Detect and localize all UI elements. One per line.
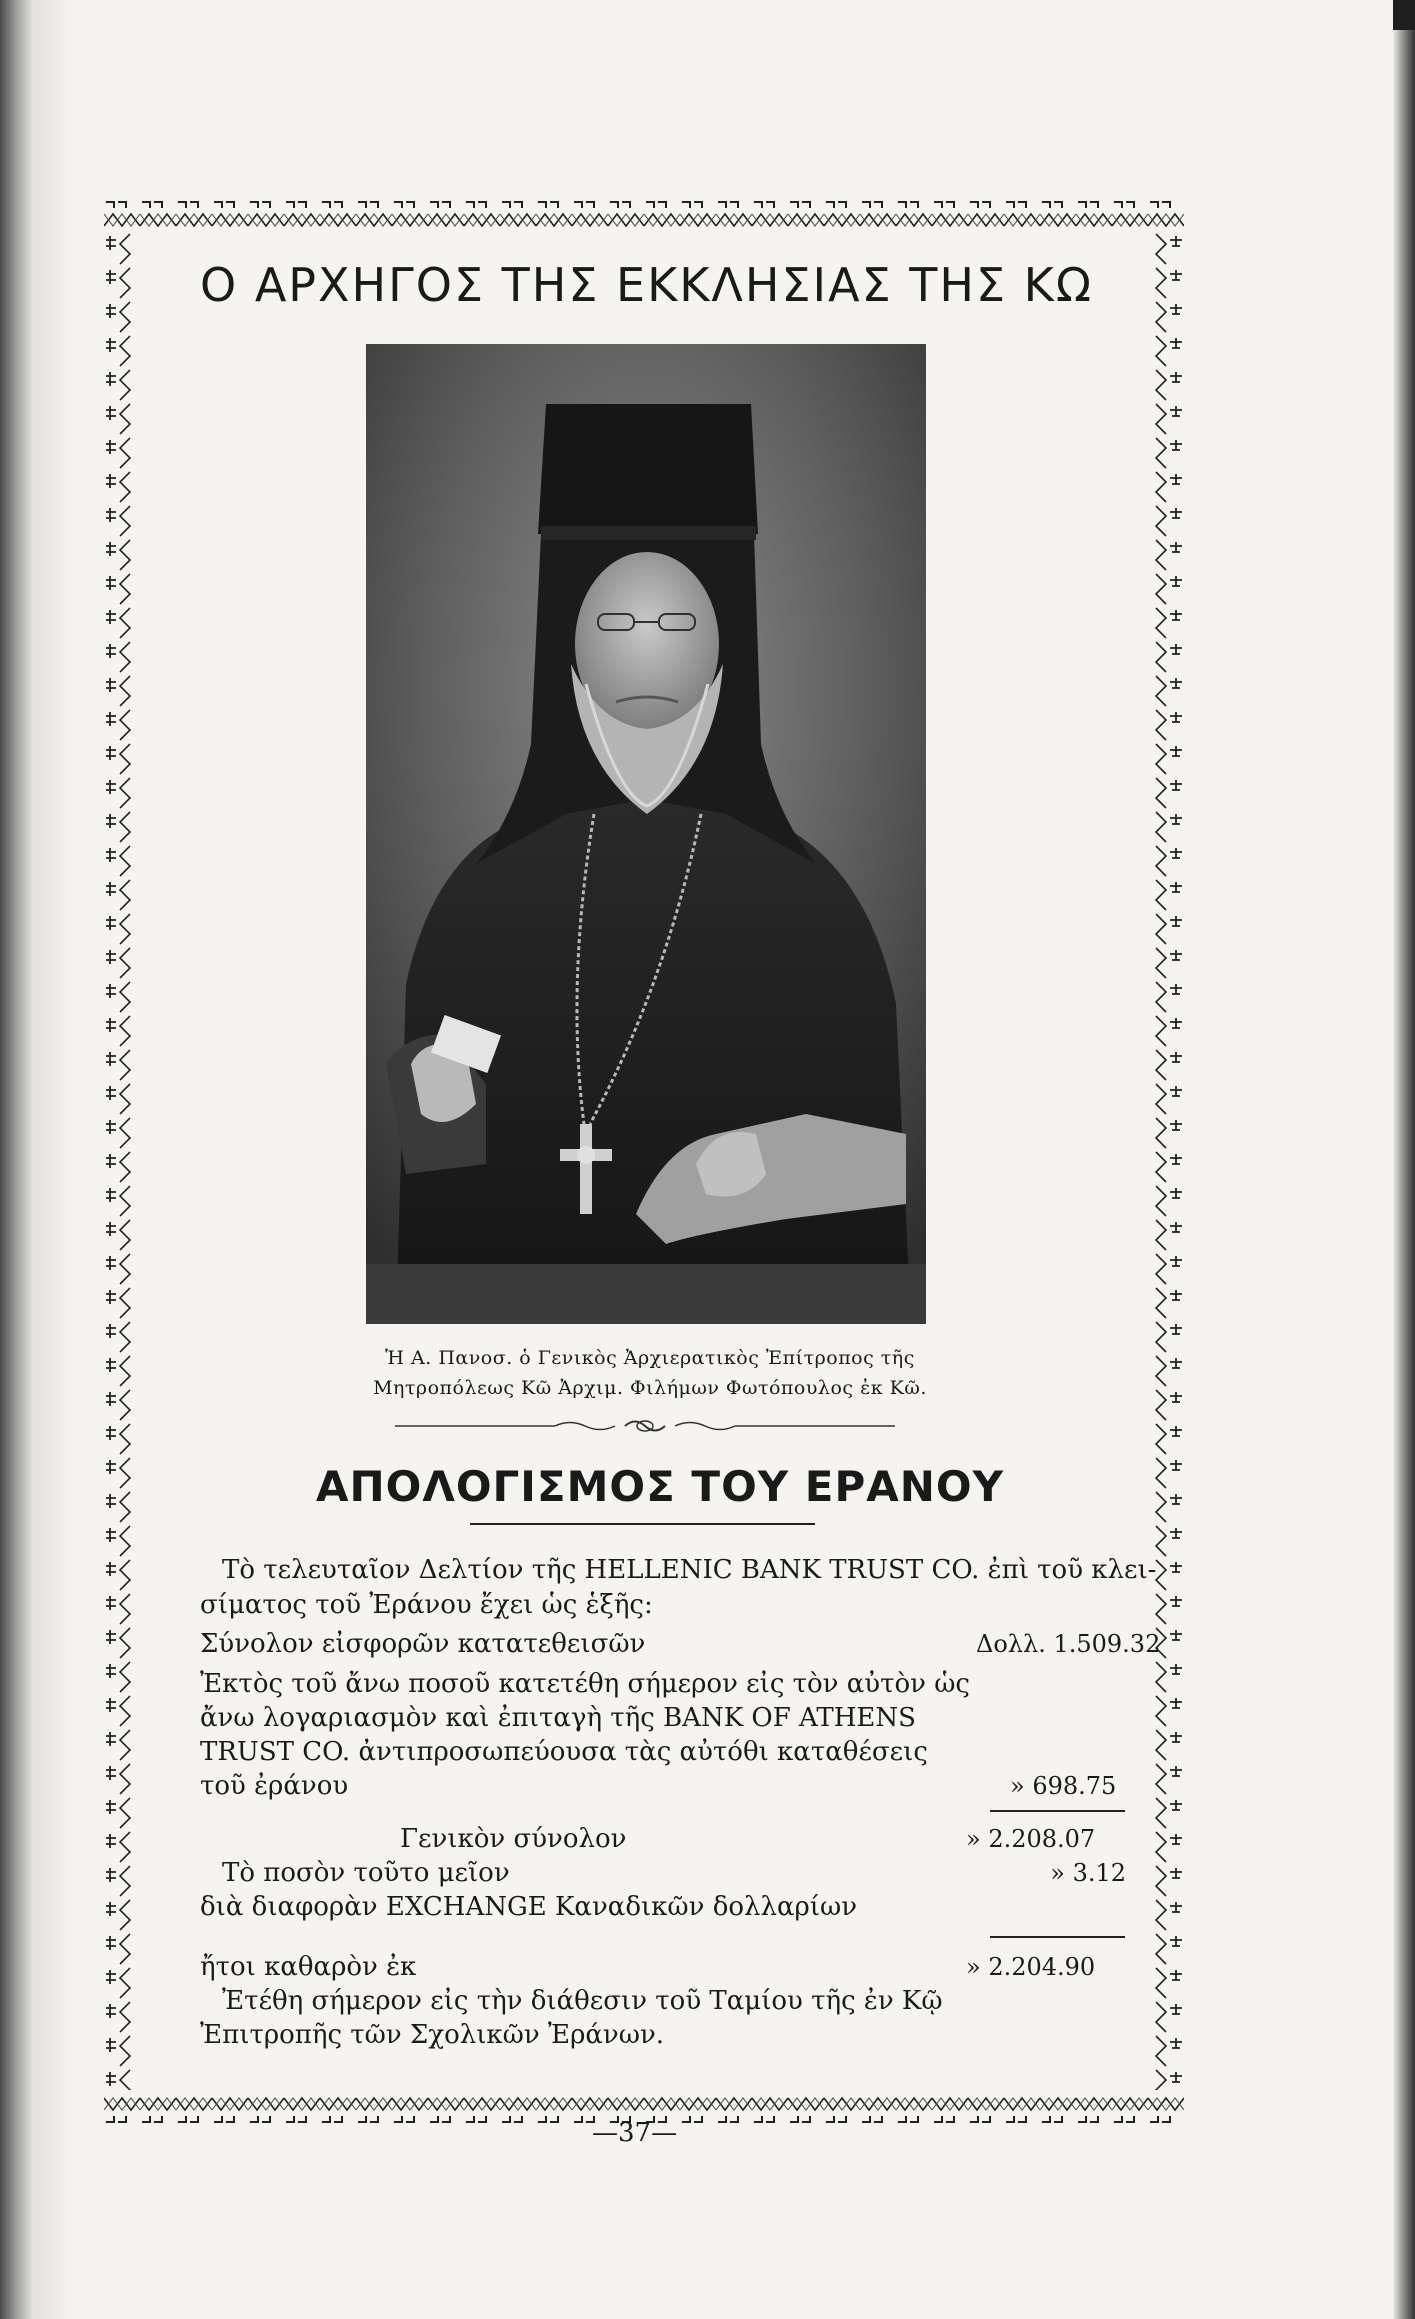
total-deposits-amount: Δολλ. 1.509.32 [976, 1630, 1161, 1658]
page-edge-tab [1393, 0, 1415, 30]
page-gutter-fade [34, 0, 74, 2319]
intro-line1: Τὸ τελευταῖον Δελτίον τῆς HELLENIC BANK TRUST CO. ἐπὶ τοῦ κλει- [222, 1555, 1157, 1585]
closing-line1: Ἐτέθη σήμερον εἰς τὴν διάθεσιν τοῦ Ταμίου τῆς ἐν Κῷ [222, 1986, 943, 2016]
sum-rule-1 [990, 1810, 1125, 1812]
net-label: ἤτοι καθαρὸν ἐκ [200, 1952, 417, 1982]
ornamental-border-top [104, 196, 1184, 232]
extra-deposit-line2: ἄνω λογαριασμὸν καὶ ἐπιταγὴ τῆς BANK OF ATHENS [200, 1703, 916, 1733]
closing-line2: Ἐπιτροπῆς τῶν Σχολικῶν Ἐράνων. [200, 2020, 665, 2050]
extra-deposit-line4: τοῦ ἐράνου [200, 1771, 349, 1801]
title-underline [470, 1523, 815, 1525]
page-gutter-shadow [0, 0, 34, 2319]
portrait-photo [366, 344, 926, 1324]
grand-total-amount: » 2.208.07 [966, 1825, 1096, 1853]
page-heading: Ο ΑΡΧΗΓΟΣ ΤΗΣ ΕΚΚΛΗΣΙΑΣ ΤΗΣ ΚΩ [200, 258, 1093, 312]
grand-total-label: Γενικὸν σύνολον [400, 1824, 627, 1854]
extra-deposit-amount: » 698.75 [1010, 1772, 1117, 1800]
sum-rule-2 [990, 1936, 1125, 1938]
ornamental-border-left [104, 232, 132, 2090]
extra-deposit-line3: TRUST CO. ἀντιπροσωπεύουσα τὰς αὐτόθι καταθέσεις [200, 1737, 928, 1767]
total-deposits-label: Σύνολον εἰσφορῶν κατατεθεισῶν [200, 1629, 646, 1659]
ornamental-divider [395, 1415, 895, 1437]
page-number: —37— [592, 2118, 678, 2148]
net-amount: » 2.204.90 [966, 1953, 1096, 1981]
ornamental-border-right [1152, 232, 1186, 2090]
portrait-caption [370, 1343, 930, 1403]
less-line1: Τὸ ποσὸν τοῦτο μεῖον [222, 1858, 510, 1888]
intro-line2: σίματος τοῦ Ἐράνου ἔχει ὡς ἑξῆς: [200, 1590, 653, 1620]
page-edge [1393, 0, 1415, 2319]
portrait-caption-line1: Ἡ Α. Πανοσ. ὁ Γενικὸς Ἀρχιερατικὸς Ἐπίτροπος τῆς [385, 1347, 915, 1369]
less-line2: διὰ διαφορὰν EXCHANGE Καναδικῶν δολλαρίων [200, 1892, 858, 1922]
extra-deposit-line1: Ἐκτὸς τοῦ ἄνω ποσοῦ κατετέθη σήμερον εἰς τὸν αὐτὸν ὡς [200, 1669, 970, 1699]
account-title: ΑΠΟΛΟΓΙΣΜΟΣ ΤΟΥ ΕΡΑΝΟΥ [315, 1462, 1005, 1511]
less-amount: » 3.12 [1050, 1859, 1126, 1887]
portrait-caption-line2: Μητροπόλεως Κῶ Ἀρχιμ. Φιλήμων Φωτόπουλος ἐκ Κῶ. [373, 1377, 927, 1399]
